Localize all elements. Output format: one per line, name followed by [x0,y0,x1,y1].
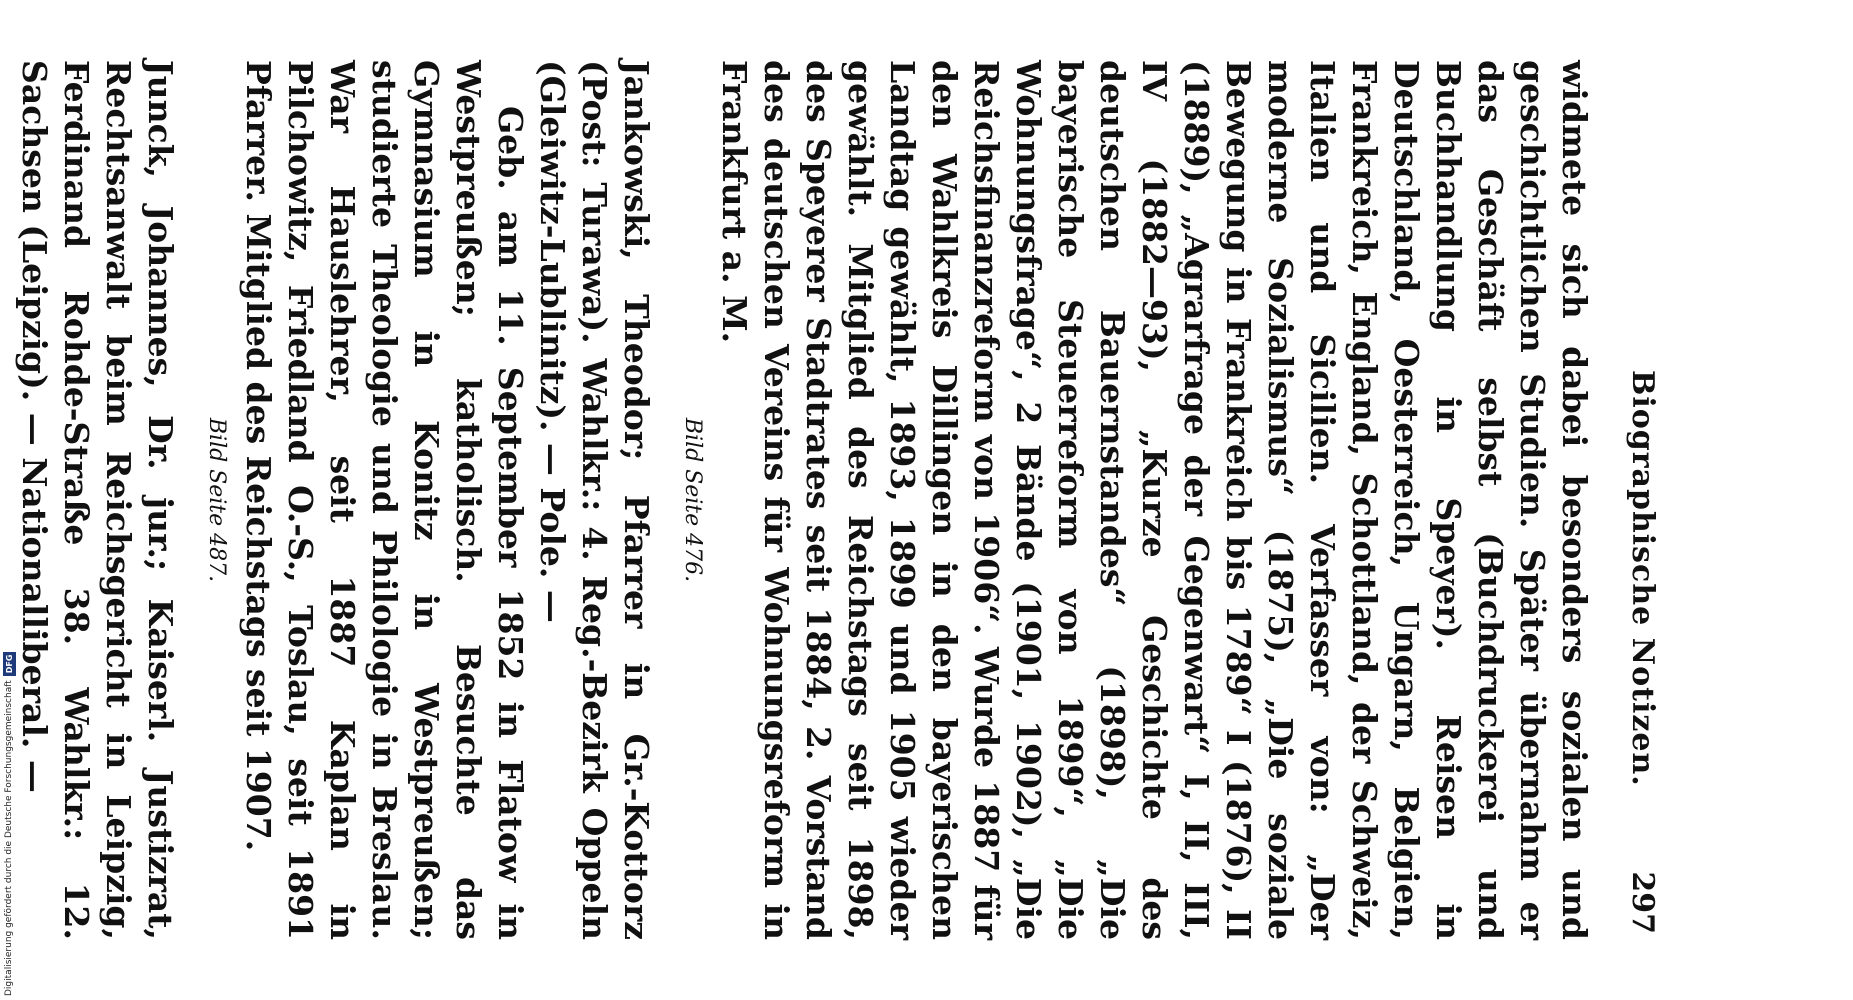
entry-body: Geb. am 11. September 1852 in Flatow in Westpreußen; katholisch. Besuchte das Gymnasium in Konitz in Westpreußen; studierte Theologie und Philologie in Breslau. War Hauslehrer, seit 1887 Kaplan in Pilchowitz, Friedland O.-S., Toslau, seit 1891 Pfarrer. Mitglied des Reichstags seit 1907. [239,60,530,940]
intro-paragraph: widmete sich dabei besonders sozialen und geschichtlichen Studien. Später übernahm er das Geschäft selbst (Buchdruckerei und Buchhandlung in Speyer). Reisen in Deutschland, Oesterreich, Ungarn, Belgien, Frankreich, England, Schottland, der Schweiz, Italien und Sicilien. Verfasser von: „Der moderne Sozialismus“ (1875), „Die soziale Bewegung in Frankreich bis 1789“ I (1876), II (1889), „Agrarfrage der Gegenwart“ I, II, III, IV (1882—93), „Kurze Geschichte des deutschen Bauernstandes“ (1898), „Die bayerische Steuerreform von 1899“, „Die Wohnungsfrage“, 2 Bände (1901, 1902), „Die Reichsfinanzreform von 1906“. Wurde 1887 für den Wahlkreis Dillingen in den bayerischen Landtag gewählt, 1893, 1899 und 1905 wieder gewählt. Mitglied des Reichstags seit 1898, des Speyerer Stadtrates seit 1884, 2. Vorstand des deutschen Vereins für Wohnungsreform in Frankfurt a. M. [715,60,1594,940]
dfg-logo-icon: DFG [3,652,16,677]
page-number: 297 [1625,871,1660,934]
entry-name: Junck, [141,60,180,179]
entry-head [13,60,181,940]
digitization-footer [2,652,16,1000]
entry-name: Jankowski, [617,60,656,260]
entry-head [531,60,657,940]
running-title: Biographische Notizen. [1625,370,1660,787]
biography-entry [201,60,657,940]
rotated-page [15,60,1660,940]
footer-credit: Digitalisierung gefördert durch die Deutsche Forschungsgemeinschaft [4,680,14,996]
entry-head-text: Johannes, Dr. jur.; Kaiserl. Justizrat, Rechtsanwalt beim Reichsgericht in Leipzig, Ferdinand Rohde-Straße 38. Wahlkr.: 12. Sachsen (Leipzig). — Nationalliberal. — [15,60,180,940]
picture-reference: Bild Seite 487. [204,417,229,583]
page-header [1625,60,1660,940]
entry-head-text: Theodor; Pfarrer in Gr.-Kottorz (Post: Turawa). Wahlkr.: 4. Reg.-Bezirk Oppeln (Gleiwitz-Lublinitz). — Pole. — [533,60,656,940]
biography-entry [13,60,181,940]
picture-reference: Bild Seite 476. [680,417,705,583]
